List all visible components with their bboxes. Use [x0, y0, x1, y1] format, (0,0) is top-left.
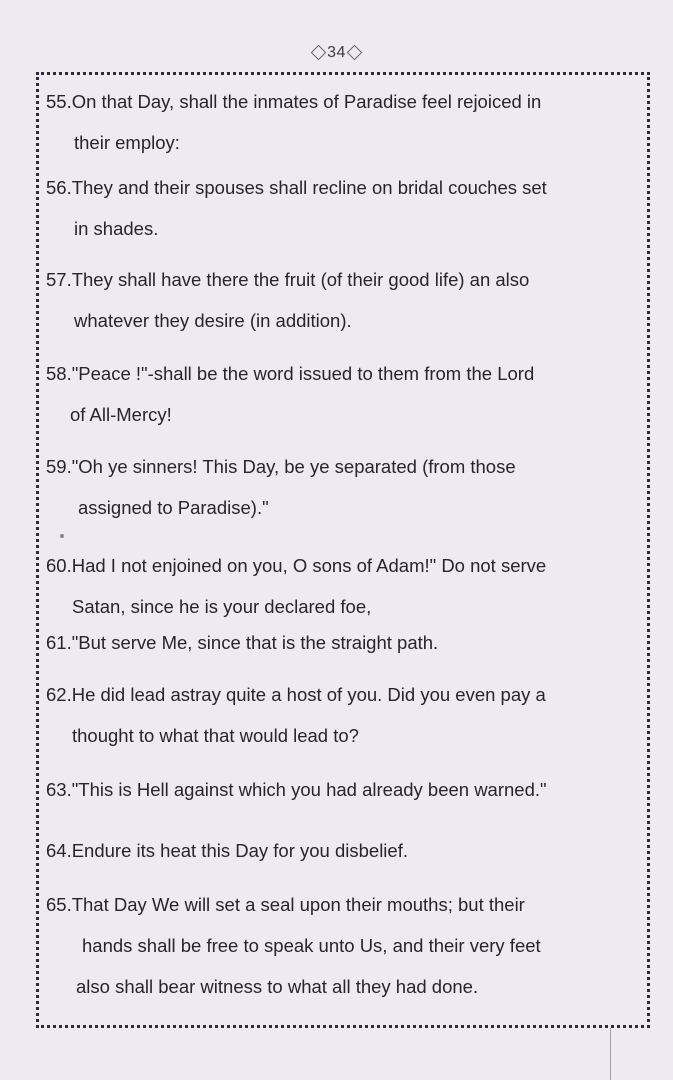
verse-57-line-2: whatever they desire (in addition). — [74, 310, 352, 331]
verse-65-line-1: 65.That Day We will set a seal upon their mouths; but their — [46, 894, 525, 915]
verse-60-line-2: Satan, since he is your declared foe, — [72, 596, 372, 617]
verse-61-line-1: 61."But serve Me, since that is the straight path. — [46, 632, 439, 653]
verse-55-line-1: 55.On that Day, shall the inmates of Paradise feel rejoiced in — [46, 91, 542, 112]
verse-62 — [46, 674, 642, 756]
verse-57-line-1: 57.They shall have there the fruit (of their good life) an also — [46, 269, 530, 290]
ornament-right-icon — [347, 45, 363, 61]
verse-65 — [46, 884, 642, 1007]
verse-65-line-3: also shall bear witness to what all they had done. — [76, 976, 479, 997]
verse-58-line-2: of All-Mercy! — [70, 404, 172, 425]
verse-56-line-1: 56.They and their spouses shall recline on bridal couches set — [46, 177, 547, 198]
verse-64-line-1: 64.Endure its heat this Day for you disbelief. — [46, 840, 408, 861]
verse-55-line-2: their employ: — [74, 132, 180, 153]
ornament-left-icon — [311, 45, 327, 61]
verse-62-line-2: thought to what that would lead to? — [72, 725, 359, 746]
verse-65-line-2: hands shall be free to speak unto Us, and their very feet — [82, 935, 541, 956]
verse-59-line-2: assigned to Paradise)." — [78, 497, 269, 518]
verse-61 — [46, 622, 642, 663]
page-number — [313, 44, 360, 62]
verse-56 — [46, 167, 642, 249]
page-edge-line — [610, 1028, 611, 1080]
verse-60-line-1: 60.Had I not enjoined on you, O sons of Adam!" Do not serve — [46, 555, 547, 576]
verse-63 — [46, 769, 642, 810]
verse-59 — [46, 446, 642, 528]
verse-62-line-1: 62.He did lead astray quite a host of you. Did you even pay a — [46, 684, 546, 705]
verse-60 — [46, 545, 642, 627]
verse-58-line-1: 58."Peace !"-shall be the word issued to them from the Lord — [46, 363, 535, 384]
verse-59-line-1: 59."Oh ye sinners! This Day, be ye separated (from those — [46, 456, 516, 477]
ink-speck — [60, 534, 64, 538]
page-header — [0, 44, 673, 62]
verse-55 — [46, 81, 642, 163]
verse-64 — [46, 830, 642, 871]
verse-56-line-2: in shades. — [74, 218, 159, 239]
verse-57 — [46, 259, 642, 341]
verse-58 — [46, 353, 642, 435]
page-number-text: 34 — [327, 44, 346, 61]
verse-63-line-1: 63."This is Hell against which you had already been warned." — [46, 779, 547, 800]
